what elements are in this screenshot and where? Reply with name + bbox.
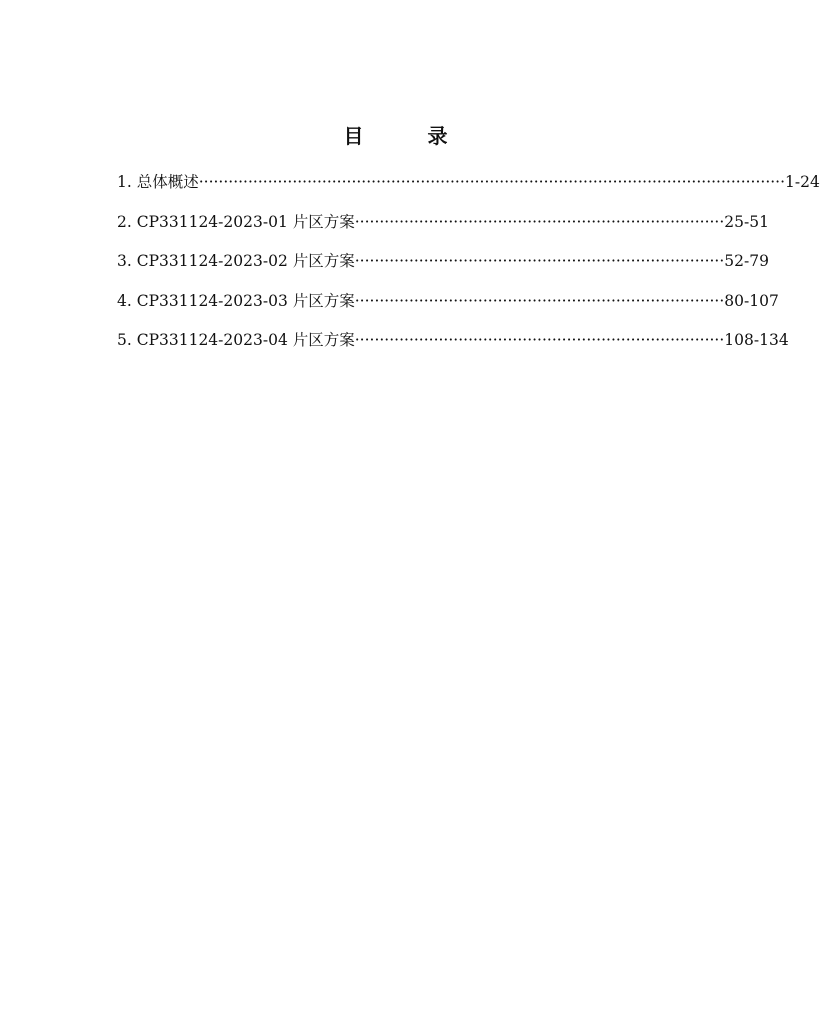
toc-leader-dots: ······················································································································· — [198, 173, 786, 191]
toc-leader-dots: ··········································································· — [354, 252, 725, 271]
toc-entry-1[interactable] — [117, 170, 820, 210]
toc-leader-dots: ··········································································· — [354, 291, 725, 310]
toc-entry-4[interactable] — [117, 289, 820, 329]
toc-leader-dots: ··········································································· — [354, 331, 725, 350]
toc-entry-label: 4. CP331124-2023-03 片区方案 — [117, 291, 355, 310]
toc-title: 目 录 — [343, 124, 470, 148]
toc-entry-pages: 108-134 — [724, 331, 789, 350]
toc-entry-pages: 1-24 — [785, 173, 820, 191]
toc-entry-pages: 52-79 — [724, 252, 769, 271]
toc-entry-2[interactable] — [117, 210, 820, 250]
toc-list — [117, 170, 820, 368]
toc-leader-dots: ··········································································· — [354, 212, 725, 231]
toc-entry-3[interactable] — [117, 249, 820, 289]
toc-entry-5[interactable] — [117, 328, 820, 368]
toc-entry-label: 1. 总体概述 — [117, 173, 199, 191]
toc-entry-label: 3. CP331124-2023-02 片区方案 — [117, 252, 355, 271]
toc-entry-label: 2. CP331124-2023-01 片区方案 — [117, 212, 355, 231]
toc-entry-pages: 80-107 — [724, 291, 779, 310]
toc-entry-label: 5. CP331124-2023-04 片区方案 — [117, 331, 355, 350]
toc-entry-pages: 25-51 — [724, 212, 769, 231]
